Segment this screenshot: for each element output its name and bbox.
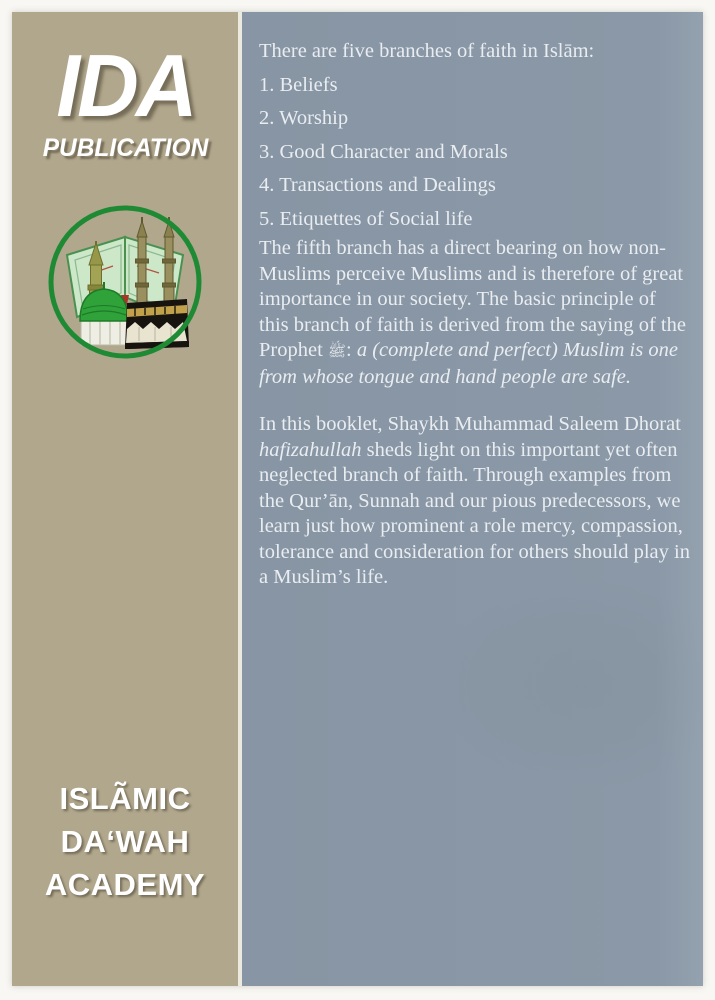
academy-line-2: DA‘WAH — [60, 824, 190, 859]
para2-rest: sheds light on this important yet often neglected branch of faith. Through examples from the Qur’ān, Sunnah and our pious predecessors, we learn just how prominent a role mercy, compassion, tolerance and consideration for others should play in a Muslim’s life. — [259, 438, 690, 588]
list-item: 2. Worship — [259, 107, 349, 129]
academy-name — [45, 777, 205, 906]
publication-label: PUBLICATION — [42, 134, 208, 162]
para1-text: The fifth branch has a direct bearing on how non-Muslims perceive Muslims and is therefore of great importance in our society. The basic principle of this branch of faith is derived from the saying of the Prophet — [259, 237, 686, 361]
academy-line-1: ISLÃMIC — [59, 781, 191, 816]
ida-emblem — [47, 203, 203, 361]
intro-line: There are five branches of faith in Islām: — [259, 40, 595, 62]
list-item: 3. Good Character and Morals — [259, 140, 508, 163]
kaaba-icon — [125, 299, 189, 349]
branches-list — [259, 73, 690, 233]
book-back-cover — [12, 12, 703, 986]
list-item: 4. Transactions and Dealings — [259, 174, 496, 196]
para2-lead: In this booklet, Shaykh Muhammad Saleem Dhorat — [259, 413, 681, 435]
list-item: 1. Beliefs — [259, 73, 338, 96]
para1-separator: : — [346, 339, 357, 361]
paragraph-fifth-branch — [259, 236, 690, 390]
ida-logo-text: IDA — [55, 36, 195, 135]
sallallahu-alayhi-wasallam-symbol: ﷺ — [327, 342, 347, 360]
list-item: 5. Etiquettes of Social life — [259, 207, 473, 230]
hadith-quote: a (complete and perfect) Muslim is one from whose tongue and hand people are safe. — [259, 339, 678, 388]
academy-line-3: ACADEMY — [44, 867, 206, 902]
blurb-panel — [242, 12, 703, 986]
publisher-panel — [12, 12, 238, 986]
ida-emblem-illustration — [47, 203, 203, 361]
publisher-logo — [41, 36, 210, 162]
paragraph-booklet — [259, 412, 690, 591]
honorific-hafizahullah: hafizahullah — [259, 438, 362, 461]
